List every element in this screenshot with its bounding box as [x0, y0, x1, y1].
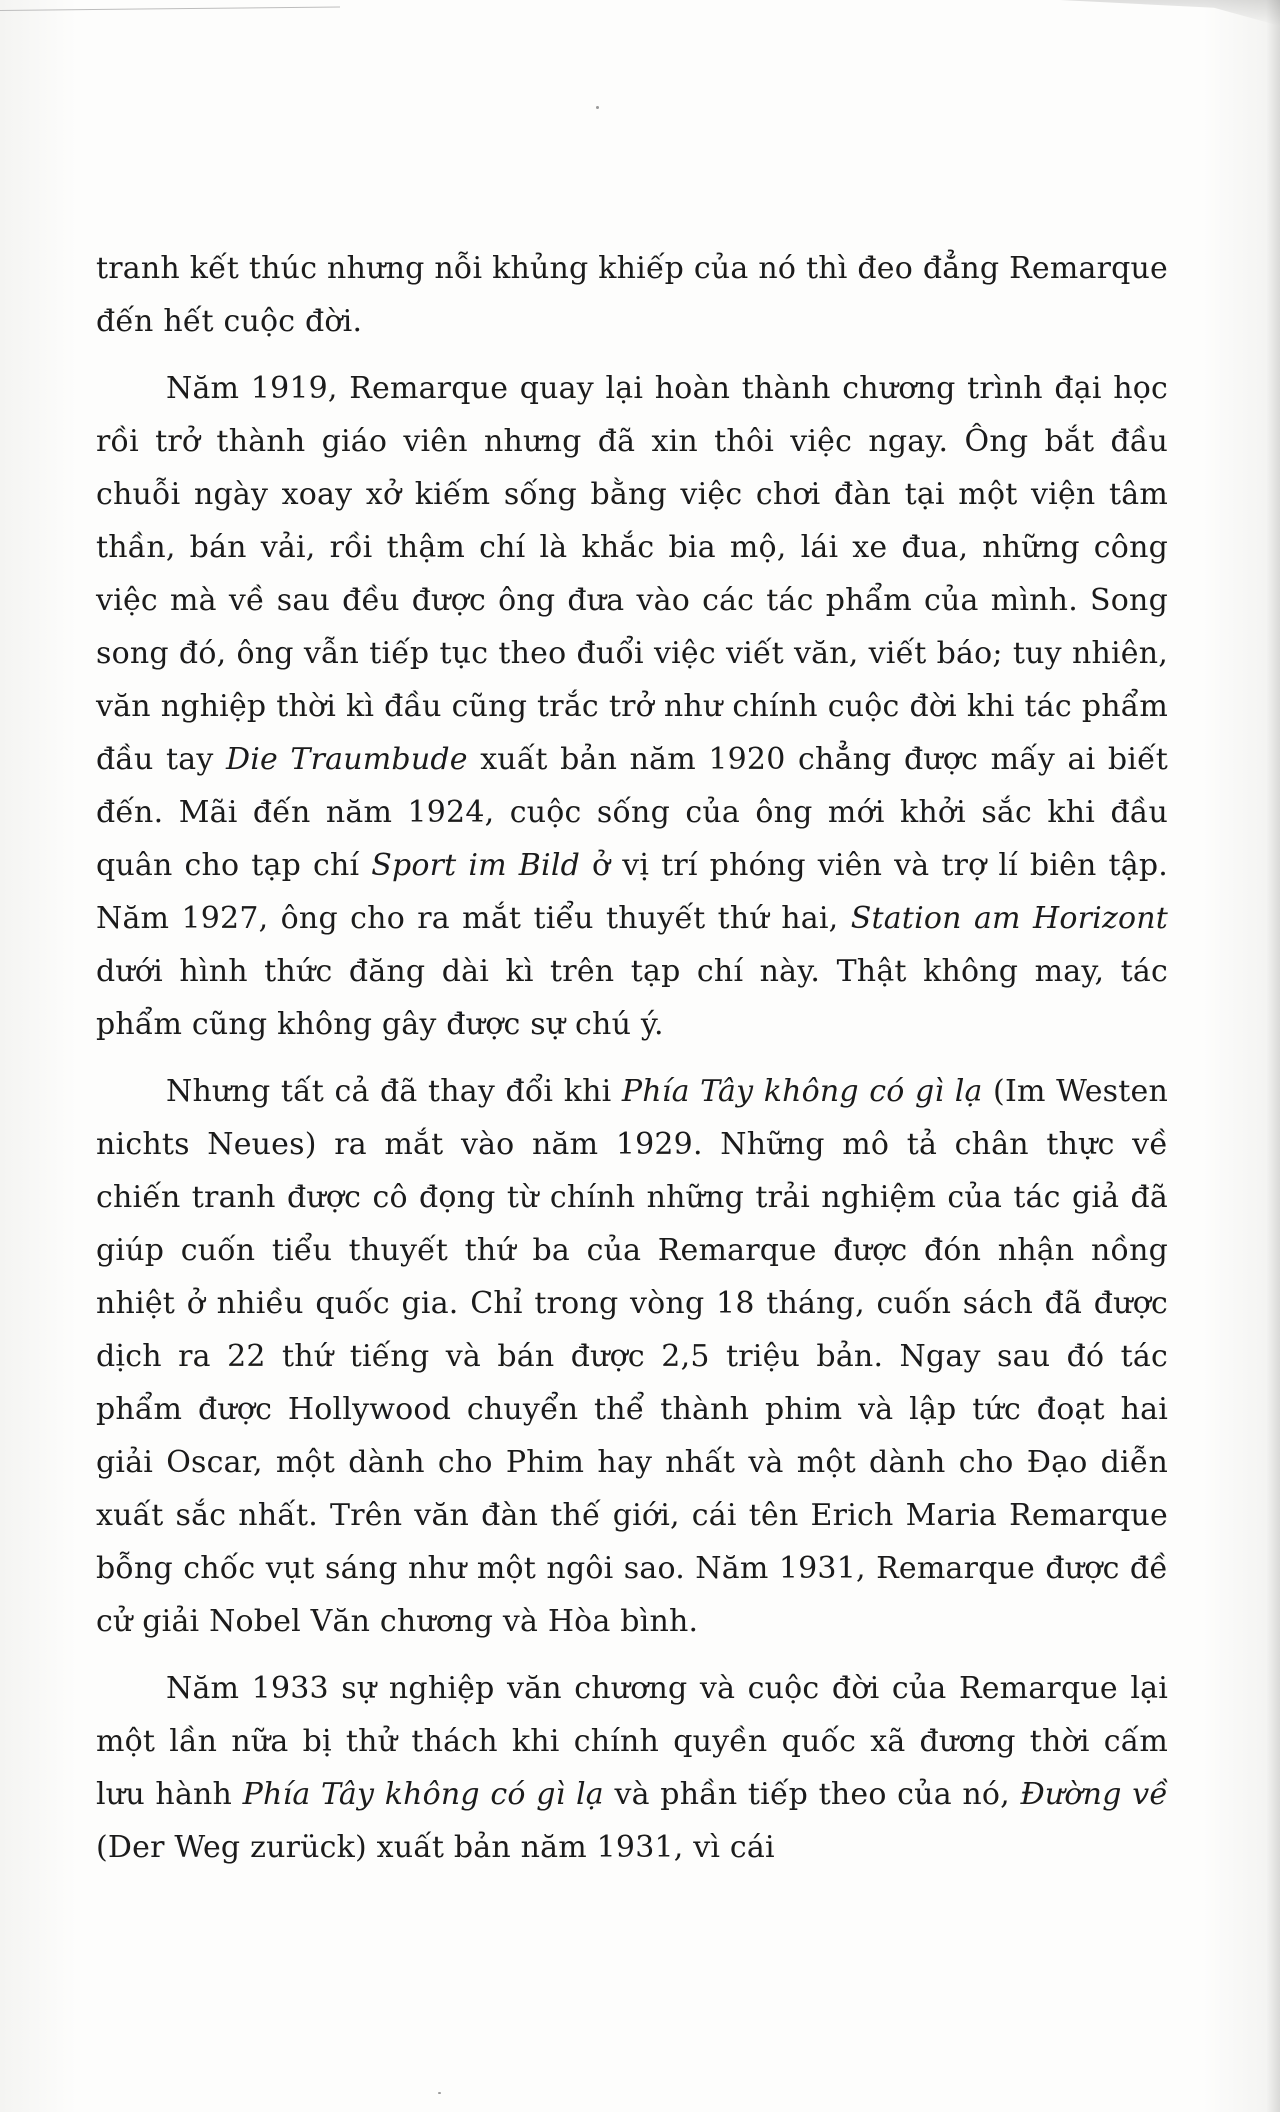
paragraph-2: [96, 362, 1168, 1051]
text-run: xuất bản năm 1920 chẳng được mấy ai biết đến. Mãi đến năm 1924, cuộc sống của ông mới khởi sắc khi đầu quân cho tạp chí: [96, 742, 1168, 883]
paragraph-3: [96, 1065, 1168, 1648]
text-run: ở vị trí phóng viên và trợ lí biên tập. Năm 1927, ông cho ra mắt tiểu thuyết thứ hai,: [96, 848, 1168, 936]
text-run: và phần tiếp theo của nó,: [603, 1777, 1021, 1812]
text-run: Năm 1933 sự nghiệp văn chương và cuộc đời của Remarque lại một lần nữa bị thử thách khi chính quyền quốc xã đương thời cấm lưu hành: [96, 1671, 1168, 1812]
text-run: dưới hình thức đăng dài kì trên tạp chí này. Thật không may, tác phẩm cũng không gây được sự chú ý.: [96, 954, 1168, 1042]
text-run: Nhưng tất cả đã thay đổi khi: [166, 1074, 622, 1109]
page-right-shadow: [1266, 0, 1280, 2112]
text-run: Năm 1919, Remarque quay lại hoàn thành chương trình đại học rồi trở thành giáo viên nhưng đã xin thôi việc ngay. Ông bắt đầu chuỗi ngày xoay xở kiếm sống bằng việc chơi đàn tại một viện tâm thần, bán vải, rồi thậm chí là khắc bia mộ, lái xe đua, những công việc mà về sau đều được ông đưa vào các tác phẩm của mình. Song song đó, ông vẫn tiếp tục theo đuổi việc viết văn, viết báo; tuy nhiên, văn nghiệp thời kì đầu cũng trắc trở như chính cuộc đời khi tác phẩm đầu tay: [96, 371, 1168, 777]
page-corner-shadow: [1060, 0, 1280, 26]
paragraph-1: [96, 242, 1168, 348]
text-run: tranh kết thúc nhưng nỗi khủng khiếp của nó thì đeo đẳng Remarque đến hết cuộc đời.: [96, 251, 1168, 339]
page-top-edge: [0, 0, 340, 11]
magazine-title-sport-im-bild: Sport im Bild: [371, 848, 581, 883]
body-text: [96, 242, 1168, 1874]
book-title-phia-tay: Phía Tây không có gì lạ: [242, 1777, 604, 1812]
book-title-phia-tay: Phía Tây không có gì lạ: [621, 1074, 983, 1109]
paragraph-4: [96, 1662, 1168, 1874]
text-run: (Der Weg zurück) xuất bản năm 1931, vì cái: [96, 1830, 775, 1865]
paper-speck: [596, 106, 599, 109]
paper-speck: [438, 2092, 441, 2094]
book-title-duong-ve: Đường về: [1020, 1777, 1168, 1812]
text-run: (Im Westen nichts Neues) ra mắt vào năm 1929. Những mô tả chân thực về chiến tranh được cô đọng từ chính những trải nghiệm của tác giả đã giúp cuốn tiểu thuyết thứ ba của Remarque được đón nhận nồng nhiệt ở nhiều quốc gia. Chỉ trong vòng 18 tháng, cuốn sách đã được dịch ra 22 thứ tiếng và bán được 2,5 triệu bản. Ngay sau đó tác phẩm được Hollywood chuyển thể thành phim và lập tức đoạt hai giải Oscar, một dành cho Phim hay nhất và một dành cho Đạo diễn xuất sắc nhất. Trên văn đàn thế giới, cái tên Erich Maria Remarque bỗng chốc vụt sáng như một ngôi sao. Năm 1931, Remarque được đề cử giải Nobel Văn chương và Hòa bình.: [96, 1074, 1168, 1639]
book-title-die-traumbude: Die Traumbude: [225, 742, 468, 777]
book-title-station-am-horizont: Station am Horizont: [850, 901, 1168, 936]
